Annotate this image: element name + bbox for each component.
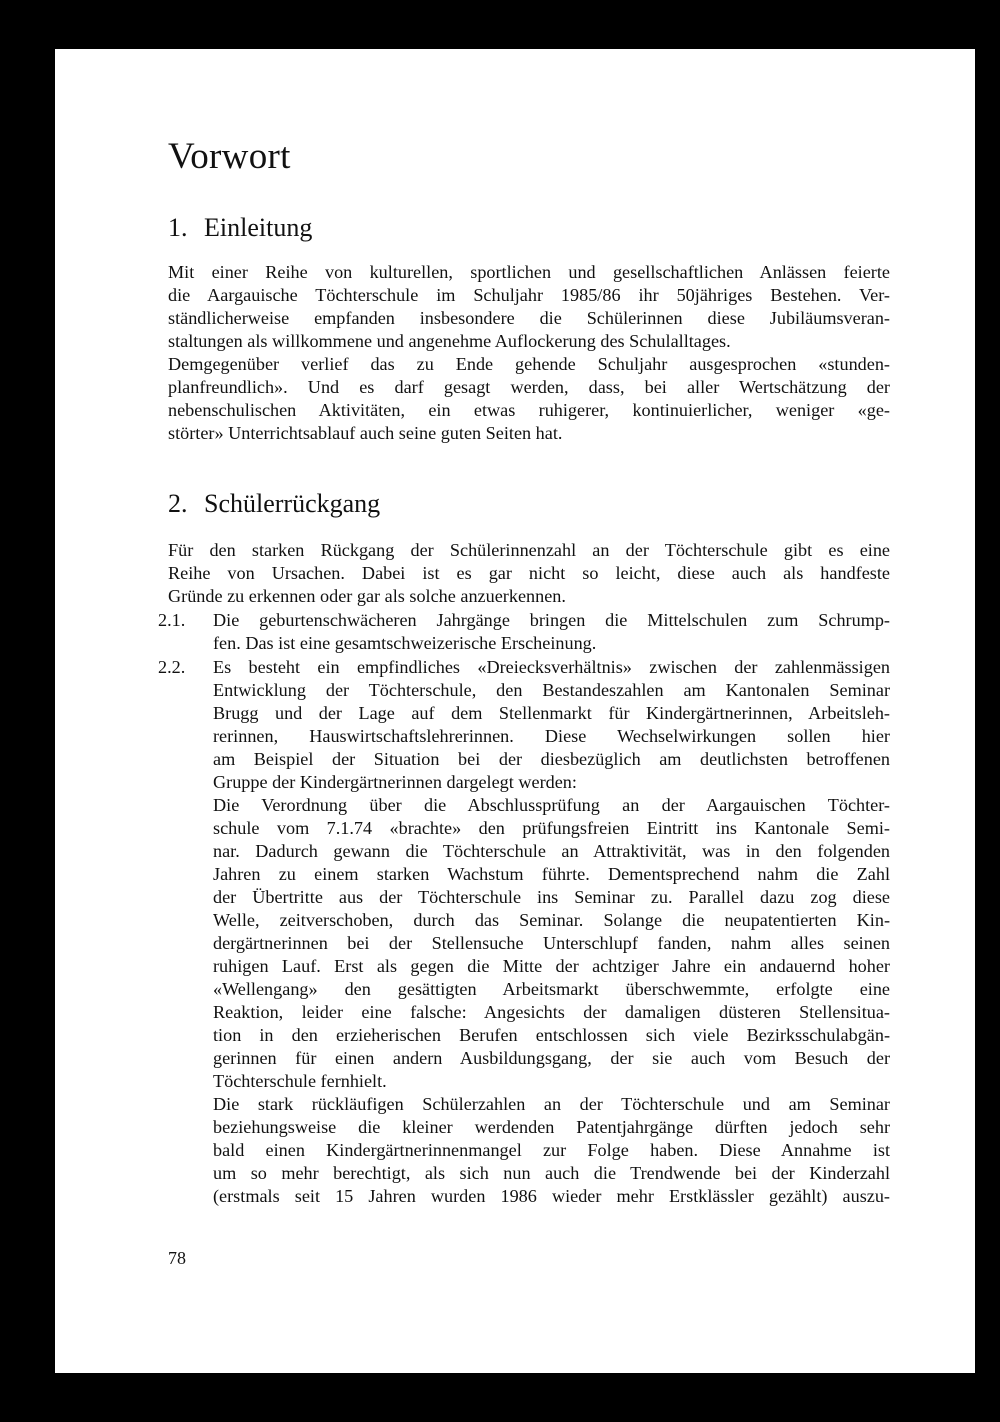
- list-item-2-2: [158, 656, 890, 1208]
- text-line: Töchterschule fernhielt.: [213, 1071, 387, 1091]
- text-line: ständlicherweise empfanden insbesondere die Schülerinnen diese Jubiläumsveran-: [168, 308, 890, 328]
- section-number: 2.: [168, 489, 188, 518]
- text-line: Brugg und der Lage auf dem Stellenmarkt für Kindergärtnerinnen, Arbeitsleh-: [213, 703, 890, 723]
- text-line: planfreundlich». Und es darf gesagt werden, dass, bei aller Wertschätzung der: [168, 377, 890, 397]
- text-line: nar. Dadurch gewann die Töchterschule an Attraktivität, was in den folgenden: [213, 841, 890, 861]
- text-line: der Übertritte aus der Töchterschule ins Seminar zu. Parallel dazu zog diese: [213, 887, 890, 907]
- page-title: Vorwort: [168, 136, 291, 177]
- text-line: gerinnen für einen andern Ausbildungsgang, der sie auch vom Besuch der: [213, 1048, 890, 1068]
- section-heading-schuelerrueckgang: [168, 489, 380, 519]
- text-line: die Aargauische Töchterschule im Schuljahr 1985/86 ihr 50jähriges Bestehen. Ver-: [168, 285, 890, 305]
- text-line: Gruppe der Kindergärtnerinnen dargelegt werden:: [213, 772, 577, 792]
- section-title: Einleitung: [204, 213, 313, 242]
- text-line: «Wellengang» den gesättigten Arbeitsmarkt überschwemmte, erfolgte eine: [213, 979, 890, 999]
- text-line: Demgegenüber verlief das zu Ende gehende Schuljahr ausgesprochen «stunden-: [168, 354, 890, 374]
- text-line: schule vom 7.1.74 «brachte» den prüfungsfreien Eintritt ins Kantonale Semi-: [213, 818, 890, 838]
- text-line: Die stark rückläufigen Schülerzahlen an der Töchterschule und am Seminar: [213, 1094, 890, 1114]
- text-line: staltungen als willkommene und angenehme Auflockerung des Schulalltages.: [168, 331, 731, 351]
- paragraph-einleitung: [168, 261, 890, 445]
- section-heading-einleitung: [168, 213, 312, 243]
- text-line: Die geburtenschwächeren Jahrgänge bringen die Mittelschulen zum Schrump-: [213, 610, 890, 630]
- text-line: tion in den erzieherischen Berufen entschlossen sich viele Bezirksschulabgän-: [213, 1025, 890, 1045]
- text-line: dergärtnerinnen bei der Stellensuche Unterschlupf fanden, nahm alles seinen: [213, 933, 890, 953]
- list-item-number: 2.1.: [158, 610, 186, 630]
- text-line: Welle, zeitverschoben, durch das Seminar. Solange die neupatentierten Kin-: [213, 910, 890, 930]
- text-line: beziehungsweise die kleiner werdenden Patentjahrgänge dürften jedoch sehr: [213, 1117, 890, 1137]
- text-line: Reaktion, leider eine falsche: Angesichts der damaligen düsteren Stellensitua-: [213, 1002, 890, 1022]
- text-line: rerinnen, Hauswirtschaftslehrerinnen. Diese Wechselwirkungen sollen hier: [213, 726, 890, 746]
- text-line: bald einen Kindergärtnerinnenmangel zur Folge haben. Diese Annahme ist: [213, 1140, 890, 1160]
- text-line: nebenschulischen Aktivitäten, ein etwas ruhigerer, kontinuierlicher, weniger «ge-: [168, 400, 890, 420]
- section-title: Schülerrückgang: [204, 489, 381, 518]
- text-line: Jahren zu einem starken Wachstum führte. Dementsprechend nahm die Zahl: [213, 864, 890, 884]
- page-number: 78: [168, 1248, 186, 1268]
- text-line: Für den starken Rückgang der Schülerinnenzahl an der Töchterschule gibt es eine: [168, 540, 890, 560]
- text-line: fen. Das ist eine gesamtschweizerische Erscheinung.: [213, 633, 597, 653]
- text-line: um so mehr berechtigt, als sich nun auch die Trendwende bei der Kinderzahl: [213, 1163, 890, 1183]
- list-item-2-1: [158, 609, 890, 655]
- text-line: am Beispiel der Situation bei der diesbezüglich am deutlichsten betroffenen: [213, 749, 890, 769]
- text-line: Die Verordnung über die Abschlussprüfung an der Aargauischen Töchter-: [213, 795, 890, 815]
- text-line: Es besteht ein empfindliches «Dreiecksverhältnis» zwischen der zahlenmässigen: [213, 657, 890, 677]
- section-number: 1.: [168, 213, 188, 242]
- paragraph-schuelerrueckgang-intro: [168, 539, 890, 608]
- text-line: Mit einer Reihe von kulturellen, sportlichen und gesellschaftlichen Anlässen feierte: [168, 262, 890, 282]
- text-line: ruhigen Lauf. Erst als gegen die Mitte der achtziger Jahre ein andauernd hoher: [213, 956, 890, 976]
- list-item-number: 2.2.: [158, 657, 186, 677]
- text-line: Entwicklung der Töchterschule, den Bestandeszahlen am Kantonalen Seminar: [213, 680, 890, 700]
- text-line: störter» Unterrichtsablauf auch seine guten Seiten hat.: [168, 423, 563, 443]
- text-line: Reihe von Ursachen. Dabei ist es gar nicht so leicht, diese auch als handfeste: [168, 563, 890, 583]
- text-line: Gründe zu erkennen oder gar als solche anzuerkennen.: [168, 586, 566, 606]
- page: [55, 49, 975, 1373]
- text-line: (erstmals seit 15 Jahren wurden 1986 wieder mehr Erstklässler gezählt) auszu-: [213, 1186, 890, 1206]
